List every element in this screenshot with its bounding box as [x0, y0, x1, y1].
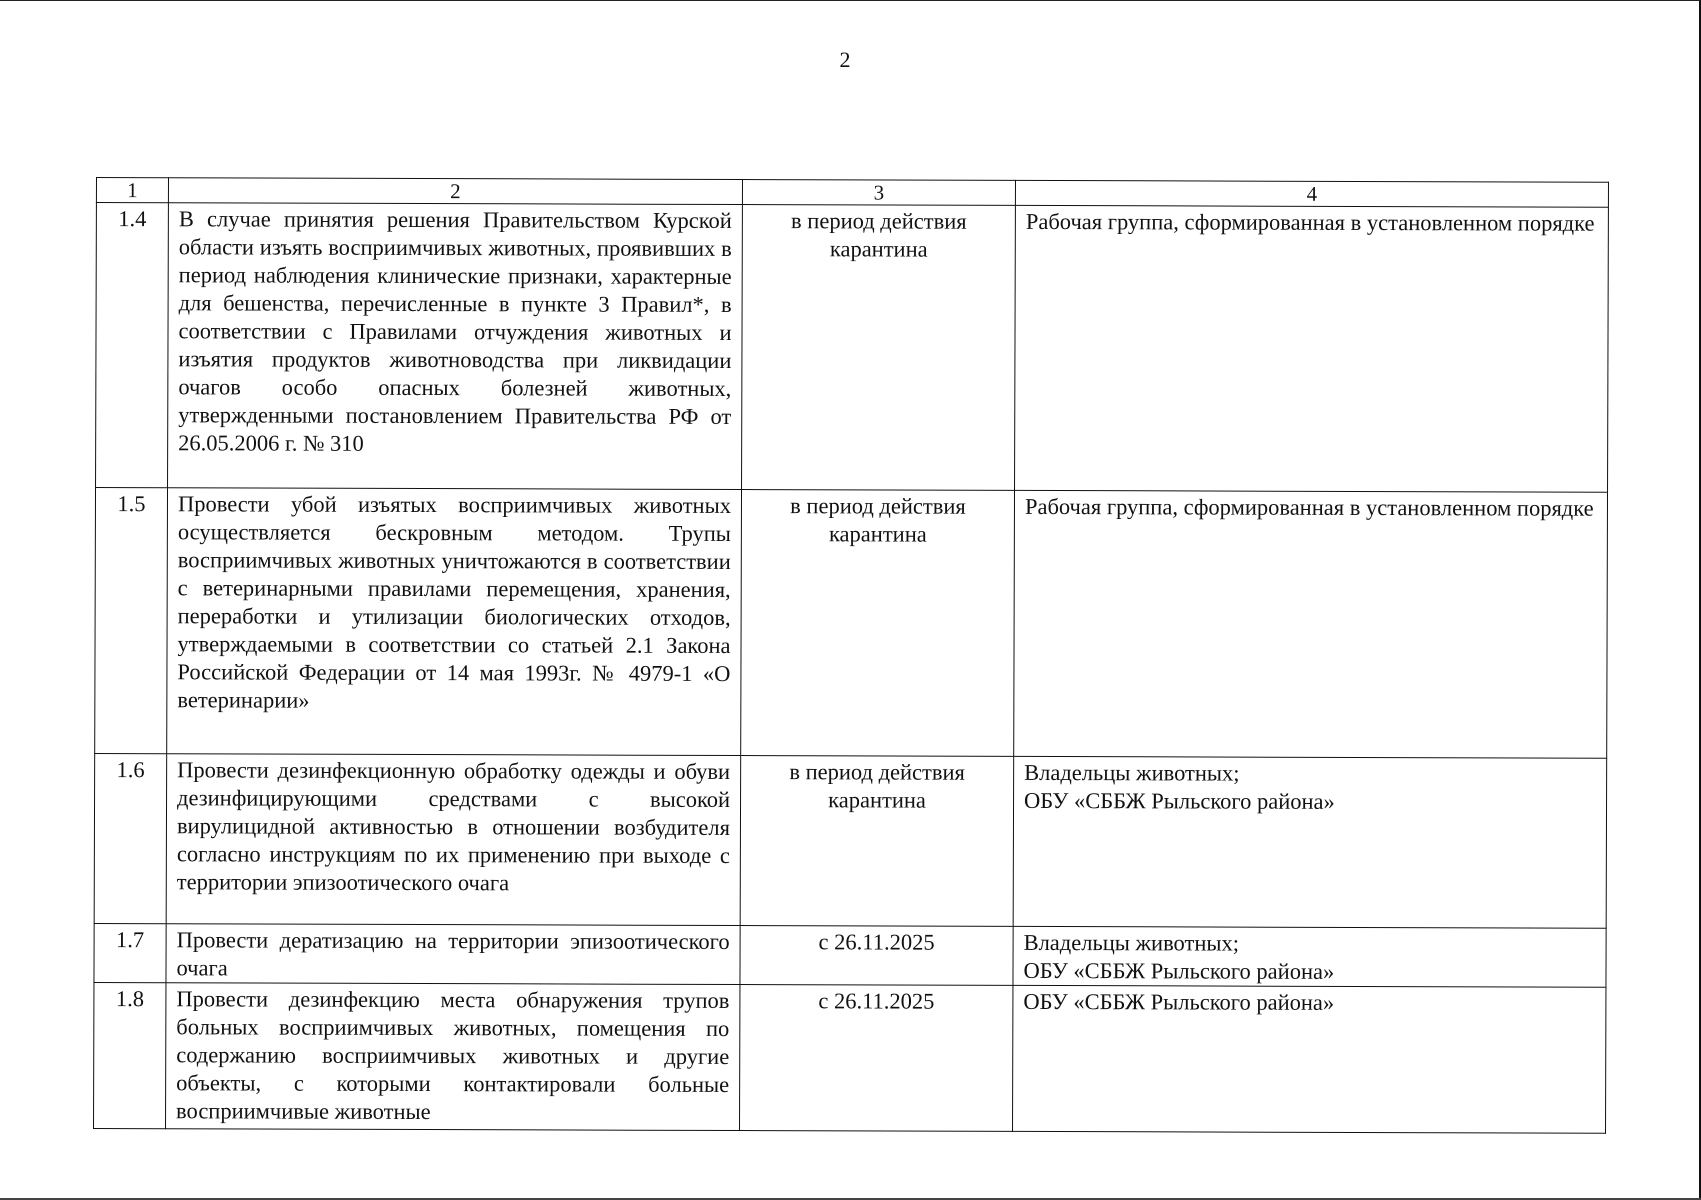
period-text: в период действия карантина	[741, 490, 1015, 757]
responsible-cell	[1013, 985, 1606, 1133]
responsible-line: Владельцы животных;	[1024, 759, 1240, 786]
column-header-3: 3	[742, 180, 1015, 206]
responsible-cell	[1013, 926, 1606, 987]
table-row	[95, 488, 1608, 759]
responsible-cell	[1015, 205, 1609, 492]
column-header-4: 4	[1015, 180, 1608, 207]
table-row	[96, 203, 1609, 493]
responsible-line: Владельцы животных;	[1023, 929, 1240, 956]
measure-text: Провести дератизацию на территории эпизоотического очага	[166, 924, 740, 985]
measure-text: Провести дезинфекцию места обнаружения трупов больных восприимчивых животных, помещения по содержанию восприимчивых животных и другие объекты, с которыми контактировали больные восприимчивые животные	[166, 983, 740, 1131]
row-number: 1.7	[94, 923, 166, 982]
page-number: 2	[839, 47, 851, 72]
row-number: 1.5	[95, 488, 168, 754]
row-number: 1.4	[96, 203, 169, 488]
responsible-line: Рабочая группа, сформированная в установленном порядке	[1025, 208, 1595, 236]
measure-text: В случае принятия решения Правительством Курской области изъять восприимчивых животных, проявивших в период наблюдения клинические признаки, характерные для бешенства, перечисленные в пункте 3 Правил*, в соответствии с Правилами отчуждения животных и изъятия продуктов животноводства при ликвидации очагов особо опасных болезней животных, утвержденными постановлением Правительства РФ от 26.05.2006 г. № 310	[168, 203, 743, 490]
table-row	[94, 923, 1606, 987]
period-text: с 26.11.2025	[740, 926, 1013, 986]
column-header-2: 2	[168, 178, 742, 205]
responsible-cell	[1014, 490, 1608, 758]
responsible-line: ОБУ «СББЖ Рыльского района»	[1023, 988, 1335, 1015]
column-header-1: 1	[96, 178, 168, 203]
measure-text: Провести дезинфекционную обработку одежды и обуви дезинфицирующими средствами с высокой вирулицидной активностью в отношении возбудителя согласно инструкциям по их применению при выходе с территории эпизоотического очага	[166, 754, 741, 926]
period-text: с 26.11.2025	[740, 985, 1013, 1132]
row-number: 1.6	[94, 753, 167, 923]
measure-text: Провести убой изъятых восприимчивых животных осуществляется бескровным методом. Трупы восприимчивых животных уничтожаются в соответствии с ветеринарными правилами перемещения, хранения, переработки и утилизации биологических отходов, утверждаемыми в соответствии со статьей 2.1 Закона Российской Федерации от 14 мая 1993г. № 4979-1 «О ветеринарии»	[167, 488, 742, 756]
table-row	[94, 982, 1606, 1133]
period-text: в период действия карантина	[742, 205, 1016, 491]
row-number: 1.8	[94, 982, 166, 1128]
responsible-cell	[1013, 756, 1607, 928]
responsible-line: ОБУ «СББЖ Рыльского района»	[1023, 957, 1335, 984]
responsible-line: Рабочая группа, сформированная в установленном порядке	[1024, 493, 1594, 521]
table-row	[94, 753, 1607, 928]
period-text: в период действия карантина	[740, 756, 1014, 927]
responsible-line: ОБУ «СББЖ Рыльского района»	[1024, 787, 1335, 814]
measures-table	[93, 177, 1609, 1134]
